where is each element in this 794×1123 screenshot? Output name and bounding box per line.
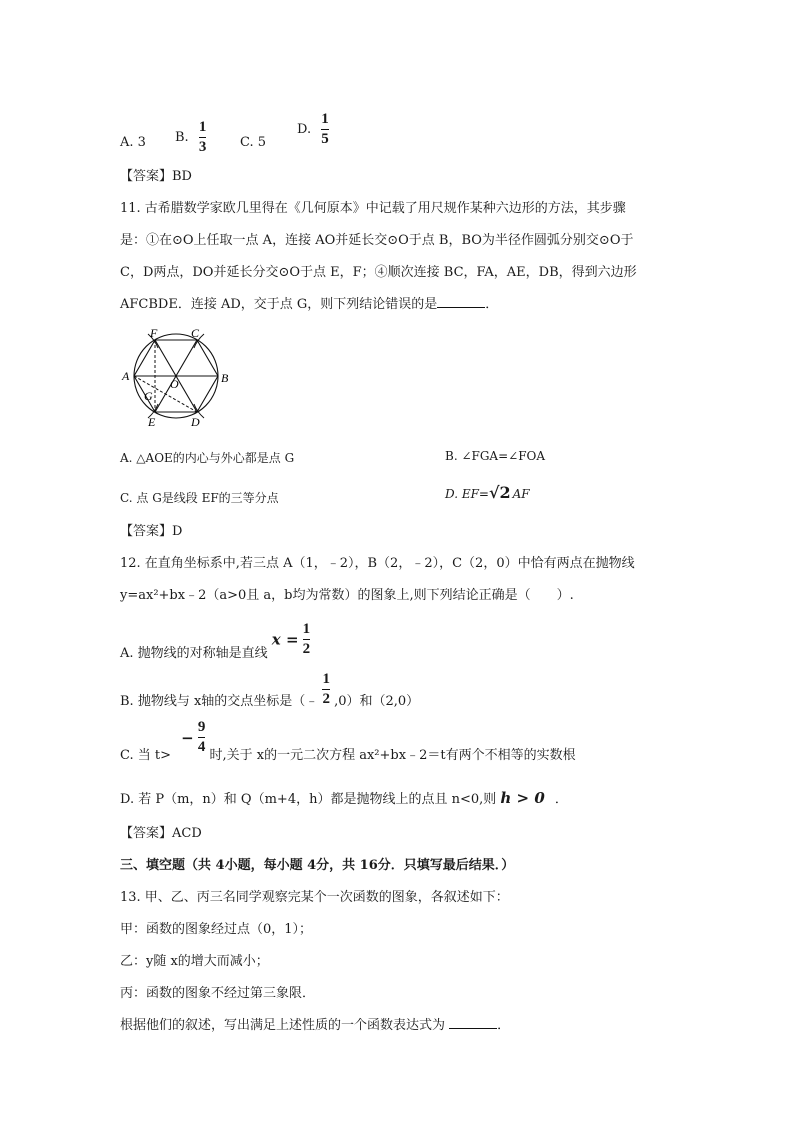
q12-option-b: B. 抛物线与 x轴的交点坐标是（﹣ $\frac{1}{2}$ ,0）和（2,0） xyxy=(120,671,420,709)
q10-b-fraction: $\frac{1}{3}$ xyxy=(198,119,207,155)
q12-option-c: C. 当 t> − $\frac{9}{4}$ 时,关于 x的一元二次方程 ax²+bx﹣2＝t有两个不相等的实数根 xyxy=(120,719,576,763)
q10-option-d: D. $\frac{1}{5}$ xyxy=(297,111,329,147)
q12-c-fraction: $\frac{9}{4}$ xyxy=(197,719,206,755)
q11-option-a: A. △AOE的内心与外心都是点 G xyxy=(120,451,295,465)
q13-line-3: 乙：y随 x的增大而减小； xyxy=(120,954,269,969)
label-C: C xyxy=(191,326,200,340)
q12-line-1: 12. 在直角坐标系中,若三点 A（1，﹣2），B（2，﹣2），C（2，0）中恰有两点在抛物线 xyxy=(120,556,635,571)
hexagon-figure xyxy=(118,322,238,432)
q11-answer: 【答案】D xyxy=(120,524,183,539)
q11-option-b: B. ∠FGA=∠FOA xyxy=(445,449,546,463)
label-G: G xyxy=(144,389,153,403)
q11-answer-blank xyxy=(437,295,485,308)
label-B: B xyxy=(221,371,229,385)
q10-option-a: A. 3 xyxy=(120,135,146,150)
q11-line-1: 11. 古希腊数学家欧几里得在《几何原本》中记载了用尺规作某种六边形的方法，其步骤 xyxy=(120,201,626,216)
q10-answer: 【答案】BD xyxy=(120,169,192,184)
label-O: O xyxy=(170,377,179,391)
q13-answer-blank xyxy=(449,1016,497,1029)
q12-b-fraction: $\frac{1}{2}$ xyxy=(322,671,330,707)
label-F: F xyxy=(150,326,158,340)
q10-d-fraction: $\frac{1}{5}$ xyxy=(321,111,329,147)
q12-line-2: y=ax²+bx﹣2（a>0且 a，b均为常数）的图象上,则下列结论正确是（ ）. xyxy=(120,588,574,603)
q12-option-d: D. 若 P（m，n）和 Q（m+4，h）都是抛物线上的点且 n<0,则 h > 0 ． xyxy=(120,789,568,807)
label-E: E xyxy=(148,415,156,429)
q13-line-2: 甲：函数的图象经过点（0，1）； xyxy=(120,922,313,937)
q13-line-5: 根据他们的叙述，写出满足上述性质的一个函数表达式为 ． xyxy=(120,1018,511,1033)
q10-option-c: C. 5 xyxy=(240,135,267,150)
q11-option-c: C. 点 G是线段 EF的三等分点 xyxy=(120,491,279,505)
q12-answer: 【答案】ACD xyxy=(120,826,202,841)
q12-option-a: A. 抛物线的对称轴是直线 x = $\frac{1}{2}$ xyxy=(120,621,311,661)
q11-line-4: AFCBDE．连接 AD，交于点 G，则下列结论错误的是 ． xyxy=(120,297,499,312)
q13-line-4: 丙：函数的图象不经过第三象限． xyxy=(120,986,316,1001)
q11-line-3: C，D两点，DO并延长分交⊙O于点 E，F；④顺次连接 BC，FA，AE，DB，得到六边形 xyxy=(120,265,637,280)
label-A: A xyxy=(122,369,130,383)
label-D: D xyxy=(191,415,200,429)
q10-option-b: B. $\frac{1}{3}$ xyxy=(175,119,207,155)
q13-line-1: 13. 甲、乙、丙三名同学观察完某个一次函数的图象，各叙述如下： xyxy=(120,890,509,905)
q12-a-fraction: $\frac{1}{2}$ xyxy=(302,621,311,657)
q11-option-d: D. EF=√2 AF xyxy=(445,483,530,502)
section-heading: 三、填空题（共 4小题，每小题 4分，共 16分．只填写最后结果．） xyxy=(120,858,515,873)
q11-line-2: 是：①在⊙O上任取一点 A，连接 AO并延长交⊙O于点 B，BO为半径作圆弧分别交⊙O于 xyxy=(120,233,634,248)
